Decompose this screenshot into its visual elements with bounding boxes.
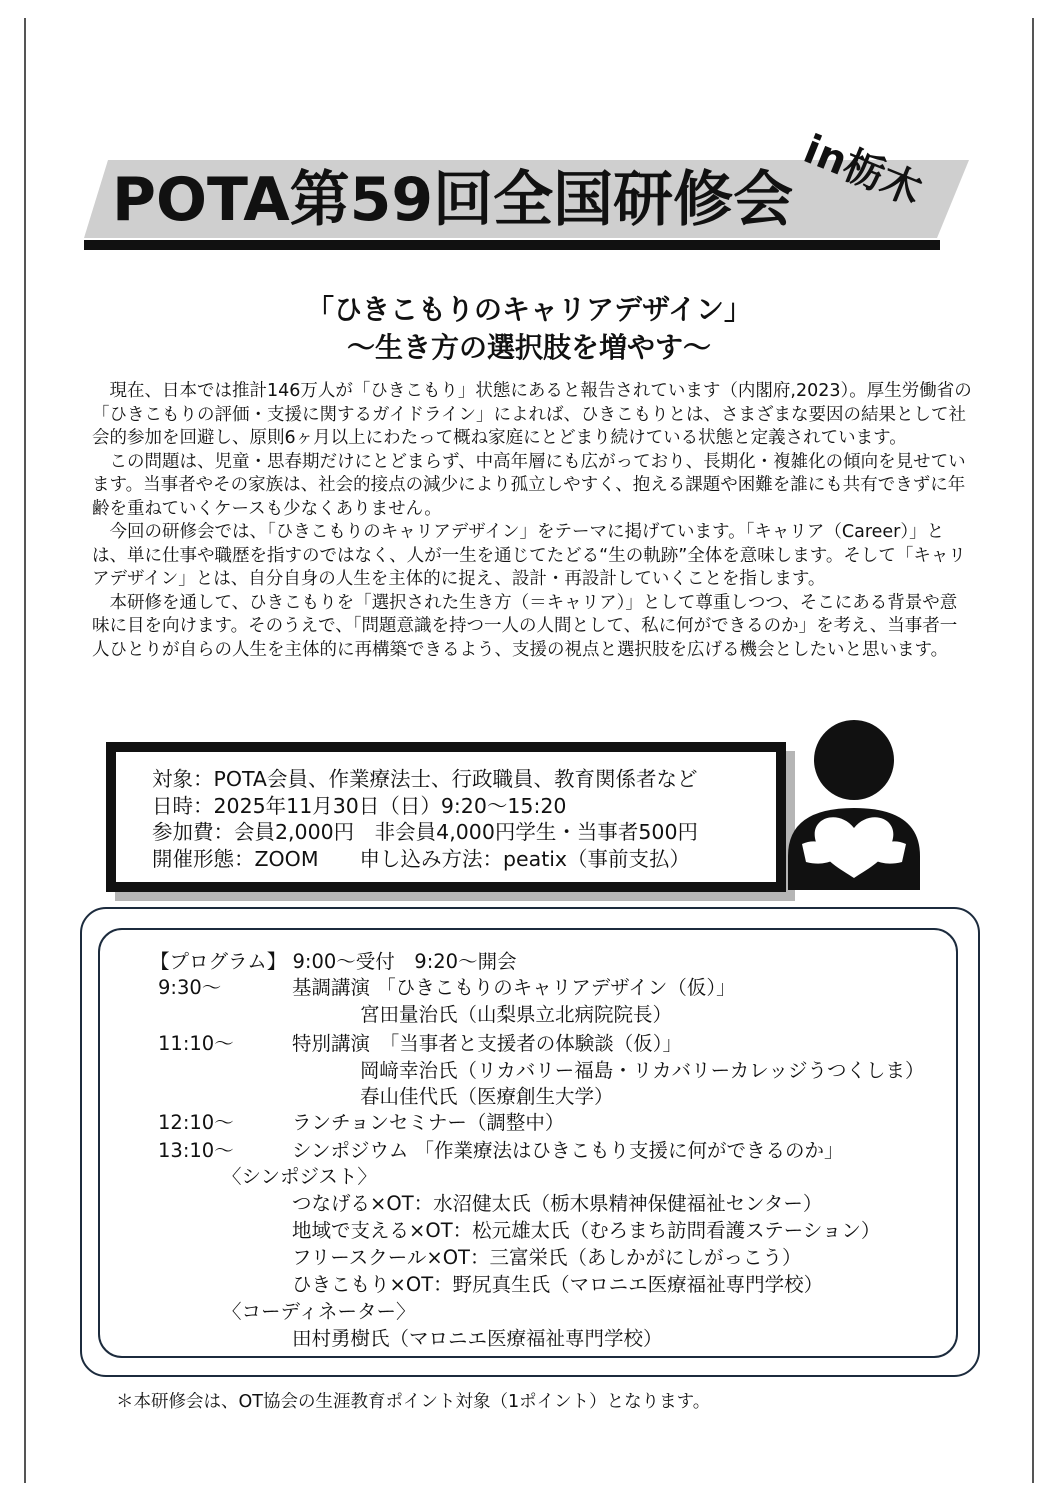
special-speaker-1: 岡﨑幸治氏（リカバリー福島・リカバリーカレッジうつくしま） <box>360 1059 925 1082</box>
panelist-4: ひきこもり×OT：野尻真生氏（マロニエ医療福祉専門学校） <box>292 1273 824 1296</box>
info-format: 開催形態：ZOOM 申し込み方法：peatix（事前支払） <box>152 846 691 871</box>
panelists-label: 〈シンポジスト〉 <box>222 1165 377 1188</box>
intro-text <box>92 380 972 662</box>
info-datetime: 日時：2025年11月30日（日）9:20〜15:20 <box>152 793 567 818</box>
right-border-line <box>1032 18 1034 1483</box>
lunch-title: ランチョンセミナー（調整中） <box>292 1111 565 1134</box>
symposium-time: 13:10〜 <box>158 1139 234 1162</box>
special-time: 11:10〜 <box>158 1032 234 1055</box>
event-info-box <box>106 742 786 892</box>
keynote-time: 9:30〜 <box>158 976 222 999</box>
program-header: 【プログラム】 9:00〜受付 9:20〜開会 <box>150 950 517 973</box>
panelist-1: つなげる×OT：水沼健太氏（栃木県精神保健福祉センター） <box>292 1192 823 1215</box>
subtitle-line-1: 「ひきこもりのキャリアデザイン」 <box>305 293 753 326</box>
person-holding-heart-icon <box>776 716 926 890</box>
coordinator: 田村勇樹氏（マロニエ医療福祉専門学校） <box>292 1327 663 1350</box>
info-target: 対象：POTA会員、作業療法士、行政職員、教育関係者など <box>152 767 698 791</box>
intro-paragraph-2: この問題は、児童・思春期だけにとどまらず、中高年層にも広がっており、長期化・複雑化の傾向を見せています。当事者やその家族は、社会的接点の減少により孤立しやすく、抱える課題や困難を誰にも共有できずに年齢を重ねていくケースも少なくありません。 <box>92 451 966 519</box>
coordinator-label: 〈コーディネーター〉 <box>222 1300 416 1323</box>
subtitle-line-2: 〜生き方の選択肢を増やす〜 <box>346 331 711 364</box>
panelist-3: フリースクール×OT：三富栄氏（あしかがにしがっこう） <box>292 1246 802 1269</box>
special-title: 特別講演 「当事者と支援者の体験談（仮）」 <box>292 1032 683 1055</box>
left-border-line <box>24 18 26 1483</box>
keynote-title: 基調講演 「ひきこもりのキャリアデザイン（仮）」 <box>292 976 736 999</box>
symposium-title: シンポジウム 「作業療法はひきこもり支援に何ができるのか」 <box>292 1139 844 1162</box>
intro-paragraph-3: 今回の研修会では、「ひきこもりのキャリアデザイン」をテーマに掲げています。「キャリア（Career）」とは、単に仕事や職歴を指すのではなく、人が一生を通じてたどる“生の軌跡”全体を意味します。そして「キャリアデザイン」とは、自分自身の人生を主体的に捉え、設計・再設計していくことを指します。 <box>92 522 966 589</box>
title-underline <box>84 240 940 250</box>
intro-paragraph-1: 現在、日本では推計146万人が「ひきこもり」状態にあると報告されています（内閣府,2023）。厚生労働省の「ひきこもりの評価・支援に関するガイドライン」によれば、ひきこもりとは、さまざまな要因の結果として社会的参加を回避し、原則6ヶ月以上にわたって概ね家庭にとどまり続けている状態と定義されています。 <box>92 381 972 448</box>
intro-paragraph-4: 本研修を通して、ひきこもりを「選択された生き方（＝キャリア）」として尊重しつつ、そこにある背景や意味に目を向けます。そのうえで、「問題意識を持つ一人の人間として、私に何ができるのか」を考え、当事者一人ひとりが自らの人生を主体的に再構築できるよう、支援の視点と選択肢を広げる機会としたいと思います。 <box>92 592 958 660</box>
main-title: POTA第59回全国研修会 <box>112 165 794 235</box>
keynote-speaker: 宮田量治氏（山梨県立北病院院長） <box>360 1003 673 1026</box>
info-fee: 参加費：会員2,000円 非会員4,000円学生・当事者500円 <box>152 820 699 844</box>
special-speaker-2: 春山佳代氏（医療創生大学） <box>360 1085 614 1108</box>
panelist-2: 地域で支える×OT：松元雄太氏（むろまち訪問看護ステーション） <box>292 1219 881 1242</box>
location-tag: in栃木 <box>797 126 928 215</box>
footnote: ＊本研修会は、OT協会の生涯教育ポイント対象（1ポイント）となります。 <box>116 1392 711 1412</box>
lunch-time: 12:10〜 <box>158 1111 234 1134</box>
